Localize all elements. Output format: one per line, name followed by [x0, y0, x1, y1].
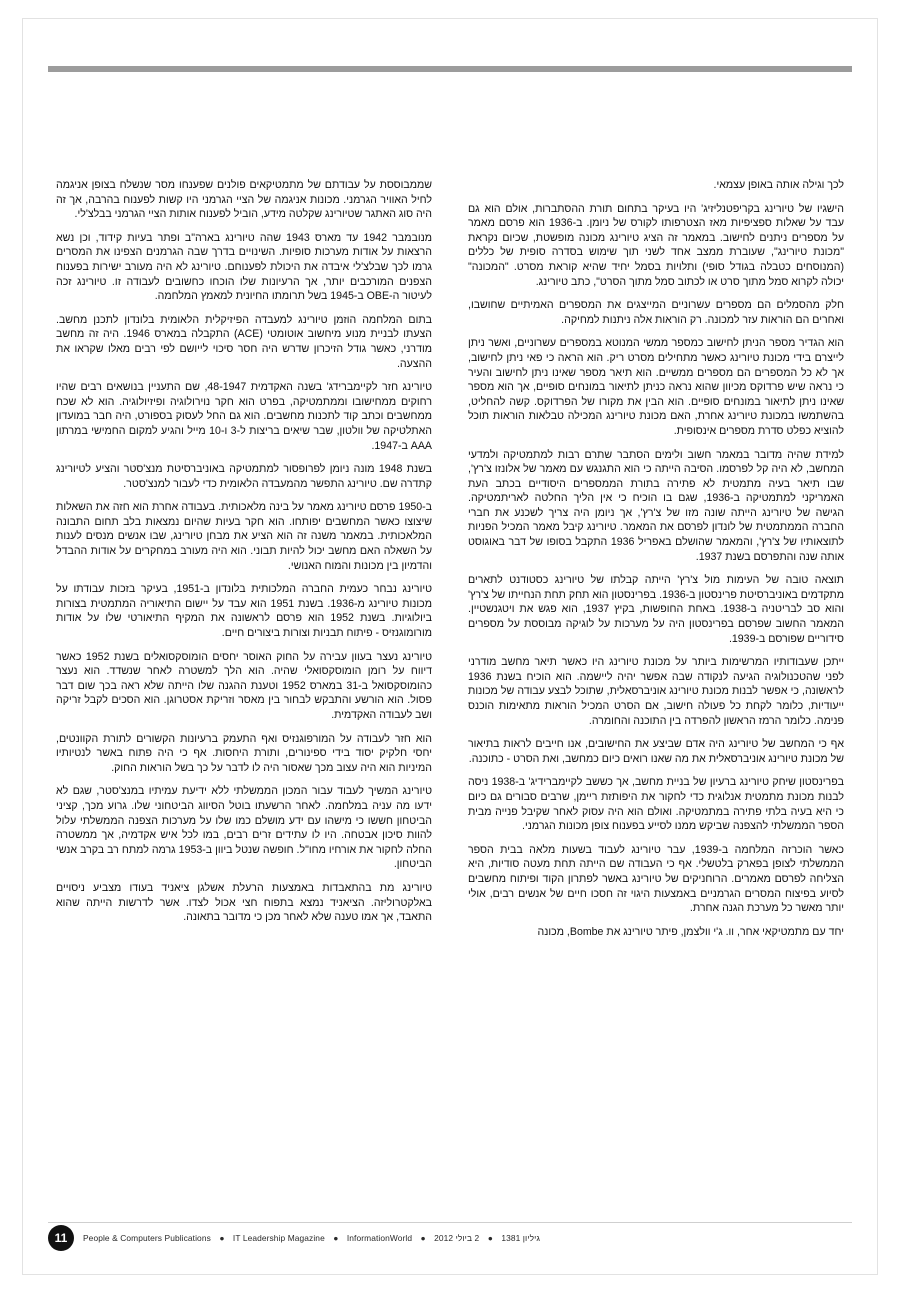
footer-publisher: People & Computers Publications — [83, 1233, 211, 1243]
footer-separator: ● — [487, 1233, 493, 1243]
footer-magazine: IT Leadership Magazine — [232, 1233, 325, 1243]
footer-separator: ● — [333, 1233, 339, 1243]
page-footer — [48, 1225, 852, 1251]
footer-credits — [83, 1233, 540, 1243]
paragraph: ייתכן שעבודותיו המרשימות ביותר על מכונת טיורינג היו כאשר תיאר מחשב מודרני לפני שהטכנולוגיה הגיעה לנקודה שבה אפשר יהיה ליישמה. הוא הוכיח בשנת 1936 לראשונה, כי אפשר לבנות מכונת טיורינג אוניברסאלית, שתוכל לבצע עבודה של מכונות ייעודיות, כלומר לקחת כל פעולה חישוב, אם הסרט המכיל הוראות מתאימות הוכנס פנימה. כלומר הרמז הראשון להפרדה בין התוכנה והחומרה. — [468, 656, 844, 727]
paragraph: בפרינסטון שיחק טיורינג ברעיון של בניית מחשב, אך כששב לקיימברידיג' ב-1938 ניסה לבנות מכונת מתמטית אנלוגית כדי לחקור את היפותזת ריימן, שרבים סבורים גם כיום כי היא בעיה בלתי פתירה במתמטיקה. ואולם הוא היה עסוק לאחר שקיבל פנייה מבית הספר הממשלתי להצפנה שביקש ממנו לסייע בפענוח צופן מכונות הגרמני. — [468, 776, 844, 833]
footer-separator: ● — [219, 1233, 225, 1243]
article-body — [56, 178, 844, 1197]
paragraph: בשנת 1948 מונה ניומן לפרופסור למתמטיקה באוניברסיטת מנצ'סטר והציע לטיורינג קתדרה שם. טיורינג התפשר מהמעבדה הלאומית כדי לעבור למנצ'סטר. — [56, 463, 432, 490]
page-number-badge: 11 — [48, 1225, 74, 1251]
paragraph: הישגיו של טיורינג בקריפטנליזיג' היו בעיקר בתחום תורת ההסתברות, אולם הוא גם עבד על שאלות ספציפיות מאז הצטרפותו לקורס של ניומן. ב-1936 הוא פרסם מאמר על מספרים ניתנים לחישוב. במאמר זה הציג טיורינג מכונה מופשטת, שכיום נקראת "מכונת טיורינג", שעוברת ממצב אחד לשני תוך שימוש בסדרה סופית של כללים (המנוסחים כטבלה בגודל סופי) ותלויות בסמל יחיד שהיא קוראת מסרט. "המכונה" יכולה לקרוא סמל מתוך סרט או לכתוב סמל מתוך הסרט", כתב טיורינג. — [468, 202, 844, 288]
paragraph: הוא הגדיר מספר הניתן לחישוב כמספר ממשי המנוטא במספרים עשרוניים, ואשר ניתן לייצרם בידי מכונת טיורינג כאשר מתחילים מסרט ריק. הוא הראה כי פאי ניתן לחישוב, אך לא כל המספרים הם מספרים ממשיים. הוא תיאר מספר שאינו ניתן לחישוב והעיר כי נראה שיש פרדוקס מכיוון שהוא נראה כניתן לתיאור במונחים סופיים, אך הוא מספר שאינו ניתן לתיאור במונחים סופיים. הוא הבין את מקורו של הפרדוקס. קשה להחליט, בהשתמשו במכונת טיורינג אחרת, האם מכונת טיורינג המכילה טבלאות הוראות תוכל להוציא כפלט סדרת מספרים אינסופית. — [468, 337, 844, 437]
paragraph: ב-1950 פרסם טיורינג מאמר על בינה מלאכותית. בעבודה אחרת הוא חזה את השאלות שיצוצו כאשר המחשבים יפותחו. הוא חקר בעיות שהיום נמצאות בלב תחום התבונה המלאכותית. במאמר משנה זה הוא הציע את מבחן טיורינג, שבו אנשים מנסים לענות על השאלה האם מחשב יכול להיות תבוני. הוא היה מעורב במחקרים על אודות ההבדל והדמיון בין מכונות והמוח האנושי. — [56, 501, 432, 572]
paragraph: חלק מהסמלים הם מספרים עשרוניים המייצגים את המספרים האמיתיים שחושבו, ואחרים הם הוראות עזר למכונה. רק הוראות אלה ניתנות למחיקה. — [468, 299, 844, 326]
paragraph-last: יחד עם מתמטיקאי אחר, וו. ג'י וולצמן, פיתר טיורינג את Bombe, מכונה — [537, 925, 844, 938]
paragraph: תוצאה טובה של העימות מול צ'רץ' הייתה קבלתו של טיורינג כסטודנט לתארים מתקדמים באוניברסיטת פרינסטון ב-1936. בפרינסטון הוא תחק תחת הנחייתו של צ'רץ' והוא סב לבריטניה ב-1938. באחת החופשות, בקיץ 1937, הוא פגש את ויטגנשטיין. המאמר החשוב שפרסם בפרינסטון היה על מערכות על לוגיקה מבוססת על מספרים סידוריים שפורסם ב-1939. — [468, 574, 844, 645]
paragraph: טיורינג המשיך לעבוד עבור המכון הממשלתי ללא ידיעת עמיתיו במנצ'סטר, שגם לא ידעו מה עניה במלחמה. לאחר הרשעתו בוטל הסיווג הביטחוני שלו. גרוע מכך, קציני הביטחון חששו כי מישהו עם ידע מושלם כמו שלו על מערכות הצפנה הממשלתי עלול להוות סיכון אבטחה. היו לו עתידים זרים רבים, במו לכל איש אקדמיה, אך ממשטרה החלה לחקור את אורחיו מחו"ל. חופשה שנטל ביוון ב-1953 גרמה למתח רב בקרב אנשי הביטחון. — [56, 785, 432, 871]
column-right — [468, 178, 844, 1197]
paragraph: אף כי המחשב של טיורינג היה אדם שביצע את החישובים, אנו חייבים לראות בתיאור של מכונת טיורינג אוניברסאלית את מה שאנו רואים כיום כמחשב, ואת הסרט - כתוכנה. — [468, 738, 844, 765]
paragraph: למידת שהיה מדובר במאמר חשוב ולימים הסתבר שתרם רבות למתמטיקה ולמדעי המחשב, לא היה קל לפרסמו. הסיבה הייתה כי הוא התגנגש עם מאמר של אלונזו צ'רץ', שבו תיאר בעיה מתמטית לא פתירה בתורת הממספרים היסודיים בכתב העת האמריקני למתמטיקה ב-1936, שגם בו הוכיח כי אין הליך החלטה לאריתמטיקה. הגישה של טיורינג הייתה שונה מזו של צ'רץ', אך ניומן היה צריך לשכנע את חברי החברה הממתמטית של לונדון לפרסם את המאמר. טיורינג קיבל מאמר המכיל הפניות לתוצאותיו של צ'רץ', והמאמר שהושלם באפריל 1936 התקבל בסופו של דבר באוגוסט אותה שנה והתפרסם בשנת 1937. — [468, 448, 844, 563]
paragraph: לכך וגילה אותה באופן עצמאי. — [713, 179, 844, 191]
column-left — [56, 178, 432, 1197]
footer-site: InformationWorld — [346, 1233, 413, 1243]
paragraph: טיורינג נבחר כעמית החברה המלכותית בלונדון ב-1951, בעיקר בזכות עבודתו על מכונות טיורינג מ-1936. בשנת 1951 הוא עבד על יישום התיאוריה המתמטית בצורות ביולוגיות. בשנת 1952 הוא פרסם לראשונה את המקיף התיאורטי שלו על אודות מורומוגנזיס - פיתוח תבניות וצורות ביצורים חיים. — [56, 583, 433, 640]
footer-separator: ● — [420, 1233, 426, 1243]
paragraph: כאשר הוכרזה המלחמה ב-1939, עבר טיורינג לעבוד בשעות מלאה בבית הספר הממשלתי לצופן בפארק בלטשלי. אף כי העבודה שם הייתה תחת מעטה סודיות, היא הצליחה לפרסם מאמרים. הרוחניקים של טיורינג באשר לפתרון הקוד ופיתוח מחשבים לסיוע בפיצוח המסרים הגרמניים באמצעות היגוי זה חסכו חיים של אנשים רבים, אולי יותר מאשר כל מערכת הגנה אחרת. — [468, 843, 844, 915]
footer-divider — [48, 1222, 852, 1223]
header-rule — [48, 66, 852, 72]
paragraph: טיורינג נעצר בעוון עבירה על החוק האוסר יחסים הומוסקסואלים בשנת 1952 כאשר דיווח על רומן הומוסקסואלי שהיה. הוא הלך למשטרה לאחר שנשדד. הוא נעצר כהומוסקסואל ב-31 במארס 1952 וטענת ההגנה שלו הייתה שלא ראה בכך שום דבר פסול. הוא הורשע והתבקש לבחור בין מאסר וזריקת אסטרוגן. הוא הסכים לקבל זריקה ושב לעבודה האקדמית. — [56, 650, 433, 721]
footer-issue: גיליון 1381 — [501, 1233, 541, 1243]
paragraph: הוא חזר לעבודה על המורפוגנזיס ואף התעמק ברעיונות הקשורים לתורת הקוונטים, יחסי חלקיק יסוד בידי ספינורים, ותורת היחסות. אף כי היה פתוח באשר לנטיותיו המיניות הוא היה עצוב מכך שאסור היה לו לדבר על כך בשל הוראות החוק. — [56, 732, 432, 774]
footer-date: 2 ביולי 2012 — [434, 1233, 480, 1243]
paragraph: טיורינג חזר לקיימברידג' בשנה האקדמית 48-1947, שם התעניין בנושאים רבים שהיו רחוקים ממחישובו וממתמטיקה, בפרט הוא חקר נוירולוגיה ופיזיולוגיה. הוא לא שכח ממחשבים וכתב קוד לתכנות מחשבים. הוא גם החל לעסוק בספורט, היה חבר במועדון האתלטיקה של וולטון, שבר שיאים בריצות ל-3 ו-10 מייל והגיע למקום החמישי במרתון AAA ב-1947. — [56, 381, 432, 452]
paragraph: מנובמבר 1942 עד מארס 1943 שהה טיורינג בארה"ב ופתר בעיות קידוד, וכן נשא הרצאות על אודות מערכות סופיות. השינויים בדרך שבה הגרמנים הצפינו את המסרים גרמו לכך שבלצ'לי איבדה את היכולת לפענוחם. טיורינג לא היה מעורב ישירות בפענוח הצפנים המורכבים יותר, אך הרעיונות שלו הוכחו כחשובים לעבודה זו. טיורינג זכה לעיטור ה-OBE ב-1945 בשל תרומתו החיונית למאמץ המלחמה. — [56, 231, 432, 303]
paragraph: שממבוססת על עבודתם של מתמטיקאים פולנים שפענחו מסר שנשלח בצופן אניגמה לחיל האוויר הגרמני. מכונות אניגמה של הציי הגרמני היו קשות לפענוח בהרבה, אך זה היה סוג האתגר שטיורינג שקלטה מידע, הוביל לפענוח אותות הציי הגרמני בבלצ'לי. — [56, 179, 432, 221]
paragraph-last: טיורינג מת בהתאבדות באמצעות הרעלת אשלגן ציאניד בעודו מצביע ניסויים באלקטרוליזה. הציאניד נמצא בתפוח חצי אכול לצדו. אשר לדרשות הייתה שהוא התאבד, אך אמו טענה שלא לאחר מכן כי מדובר בתאונה. — [56, 881, 432, 924]
paragraph: בתום המלחמה הוזמן טיורינג למעבדה הפיזיקלית הלאומית בלונדון לתכנן מחשב. הצעתו לבניית מנוע מיחשוב אוטומטי (ACE) התקבלה במארס 1946. היה זה מחשב מודרני, כאשר גודל הזיכרון שדרש היה חסר סיכוי לייושם לפי רבים מאלו שקראו את ההצעה. — [56, 313, 432, 370]
